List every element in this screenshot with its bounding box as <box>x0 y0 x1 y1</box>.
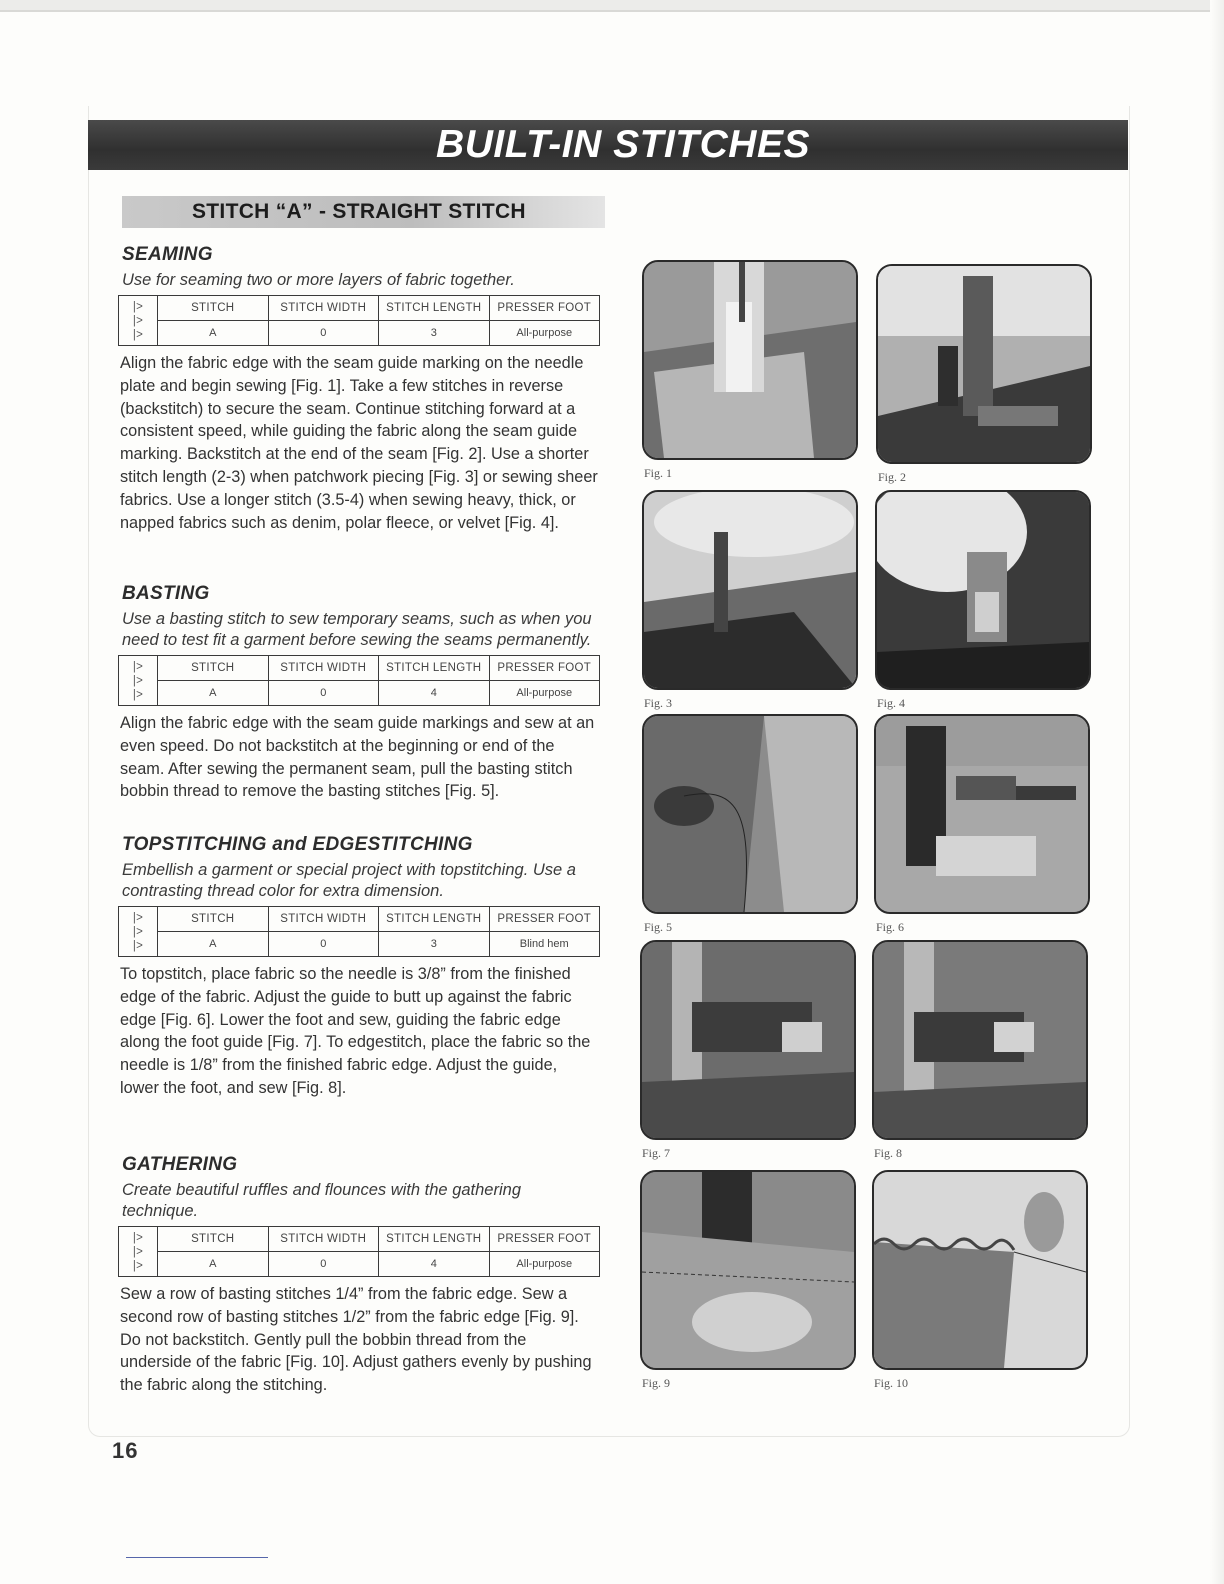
section-intro: Use for seaming two or more layers of fabric together. <box>122 271 515 289</box>
straight-stitch-icon: |> |> |> <box>119 907 158 957</box>
figure-caption: Fig. 8 <box>874 1146 903 1160</box>
section-title: GATHERING <box>122 1154 238 1175</box>
figure-photo <box>642 714 858 914</box>
cell-stitch: A <box>158 321 269 346</box>
cell-foot: All-purpose <box>489 321 600 346</box>
straight-stitch-icon: |> |> |> <box>119 296 158 346</box>
figure-caption: Fig. 1 <box>644 466 673 480</box>
figure-8 <box>872 940 1088 1161</box>
figure-caption: Fig. 6 <box>876 920 905 934</box>
figure-caption: Fig. 5 <box>644 920 673 934</box>
section-body: Align the fabric edge with the seam guide marking on the needle plate and begin sewing [Fig. 1]. Take a few stitches in reverse (backstitch) to secure the seam. Continue stitching forward at a consistent speed, while guiding the fabric along the seam guide marking. Backstitch at the end of the seam [Fig. 2]. Use a shorter stitch length (2-3) when patchwork piecing [Fig. 3] or sewing sheer fabrics. Use a longer stitch (3.5-4) when sewing heavy, thick, or napped fabrics such as denim, polar fleece, or velvet [Fig. 4]. <box>120 354 598 532</box>
figure-1 <box>642 260 858 481</box>
col-header-foot: PRESSER FOOT <box>489 907 600 932</box>
col-header-width: STITCH WIDTH <box>268 1227 379 1252</box>
section-heading: STITCH “A” - STRAIGHT STITCH <box>192 200 526 223</box>
figure-caption: Fig. 4 <box>877 696 906 710</box>
figure-photo <box>876 264 1092 464</box>
cell-foot: All-purpose <box>489 681 600 706</box>
section-seaming <box>118 244 600 534</box>
section-title: SEAMING <box>122 244 213 265</box>
figure-5 <box>642 714 858 935</box>
col-header-stitch: STITCH <box>158 907 269 932</box>
figure-7 <box>640 940 856 1161</box>
straight-stitch-icon: |> |> |> <box>119 656 158 706</box>
figure-caption: Fig. 10 <box>874 1376 909 1390</box>
col-header-length: STITCH LENGTH <box>379 296 490 321</box>
subheading-banner <box>122 196 605 228</box>
section-intro: Use a basting stitch to sew temporary seams, such as when you need to test fit a garment before sewing the seams permanently. <box>122 610 592 649</box>
section-gathering <box>118 1154 600 1397</box>
section-intro: Create beautiful ruffles and flounces with the gathering technique. <box>122 1181 521 1220</box>
figure-photo <box>875 490 1091 690</box>
cell-length: 4 <box>379 681 490 706</box>
section-title: TOPSTITCHING and EDGESTITCHING <box>122 834 473 855</box>
section-intro: Embellish a garment or special project with topstitching. Use a contrasting thread color for extra dimension. <box>122 861 576 900</box>
title-banner <box>88 120 1128 170</box>
cell-foot: Blind hem <box>489 932 600 957</box>
footer-rule <box>126 1557 268 1558</box>
cell-length: 4 <box>379 1252 490 1277</box>
cell-width: 0 <box>268 932 379 957</box>
figure-4 <box>875 490 1091 711</box>
figure-photo <box>640 1170 856 1370</box>
figure-caption: Fig. 2 <box>878 470 907 484</box>
page-top-edge-shadow <box>0 10 1224 12</box>
straight-stitch-icon: |> |> |> <box>119 1227 158 1277</box>
figure-2 <box>876 264 1092 485</box>
cell-foot: All-purpose <box>489 1252 600 1277</box>
figure-9 <box>640 1170 856 1391</box>
col-header-length: STITCH LENGTH <box>379 656 490 681</box>
cell-width: 0 <box>268 321 379 346</box>
figure-photo <box>874 714 1090 914</box>
figure-caption: Fig. 9 <box>642 1376 671 1390</box>
section-title: BASTING <box>122 583 210 604</box>
page-title: BUILT-IN STITCHES <box>436 123 810 166</box>
figure-photo <box>642 490 858 690</box>
figure-photo <box>872 1170 1088 1370</box>
figure-6 <box>874 714 1090 935</box>
col-header-stitch: STITCH <box>158 656 269 681</box>
col-header-width: STITCH WIDTH <box>268 656 379 681</box>
cell-length: 3 <box>379 321 490 346</box>
cell-width: 0 <box>268 1252 379 1277</box>
figure-10 <box>872 1170 1088 1391</box>
col-header-width: STITCH WIDTH <box>268 907 379 932</box>
page-number: 16 <box>112 1438 139 1463</box>
col-header-foot: PRESSER FOOT <box>489 296 600 321</box>
cell-stitch: A <box>158 681 269 706</box>
section-body: To topstitch, place fabric so the needle is 3/8” from the finished edge of the fabric. Adjust the guide to butt up against the fabric edge [Fig. 6]. Lower the foot and sew, guiding the fabric edge along the foot guide [Fig. 7]. To edgestitch, place the fabric so the needle is 1/8” from the finished fabric edge. Adjust the guide, lower the foot, and sew [Fig. 8]. <box>120 965 591 1097</box>
figure-caption: Fig. 3 <box>644 696 673 710</box>
page-top-edge <box>0 0 1224 10</box>
col-header-length: STITCH LENGTH <box>379 907 490 932</box>
figure-caption: Fig. 7 <box>642 1146 671 1160</box>
stitch-settings-table <box>118 295 600 346</box>
col-header-length: STITCH LENGTH <box>379 1227 490 1252</box>
section-body: Sew a row of basting stitches 1/4” from the fabric edge. Sew a second row of basting stitches 1/2” from the fabric edge [Fig. 9]. Do not backstitch. Gently pull the bobbin thread from the underside of the fabric [Fig. 10]. Adjust gathers evenly by pushing the fabric along the stitching. <box>120 1285 592 1395</box>
col-header-width: STITCH WIDTH <box>268 296 379 321</box>
figure-photo <box>642 260 858 460</box>
section-body: Align the fabric edge with the seam guide markings and sew at an even speed. Do not backstitch at the beginning or end of the seam. After sewing the permanent seam, pull the basting stitch bobbin thread to remove the basting stitches [Fig. 5]. <box>120 714 595 801</box>
cell-width: 0 <box>268 681 379 706</box>
cell-stitch: A <box>158 1252 269 1277</box>
figure-photo <box>640 940 856 1140</box>
section-topstitching <box>118 834 600 1100</box>
stitch-settings-table <box>118 1226 600 1277</box>
figure-photo <box>872 940 1088 1140</box>
figure-3 <box>642 490 858 711</box>
stitch-settings-table <box>118 906 600 957</box>
col-header-stitch: STITCH <box>158 1227 269 1252</box>
cell-stitch: A <box>158 932 269 957</box>
col-header-stitch: STITCH <box>158 296 269 321</box>
page-right-edge <box>1210 0 1224 1584</box>
cell-length: 3 <box>379 932 490 957</box>
col-header-foot: PRESSER FOOT <box>489 1227 600 1252</box>
stitch-settings-table <box>118 655 600 706</box>
section-basting <box>118 583 600 803</box>
col-header-foot: PRESSER FOOT <box>489 656 600 681</box>
